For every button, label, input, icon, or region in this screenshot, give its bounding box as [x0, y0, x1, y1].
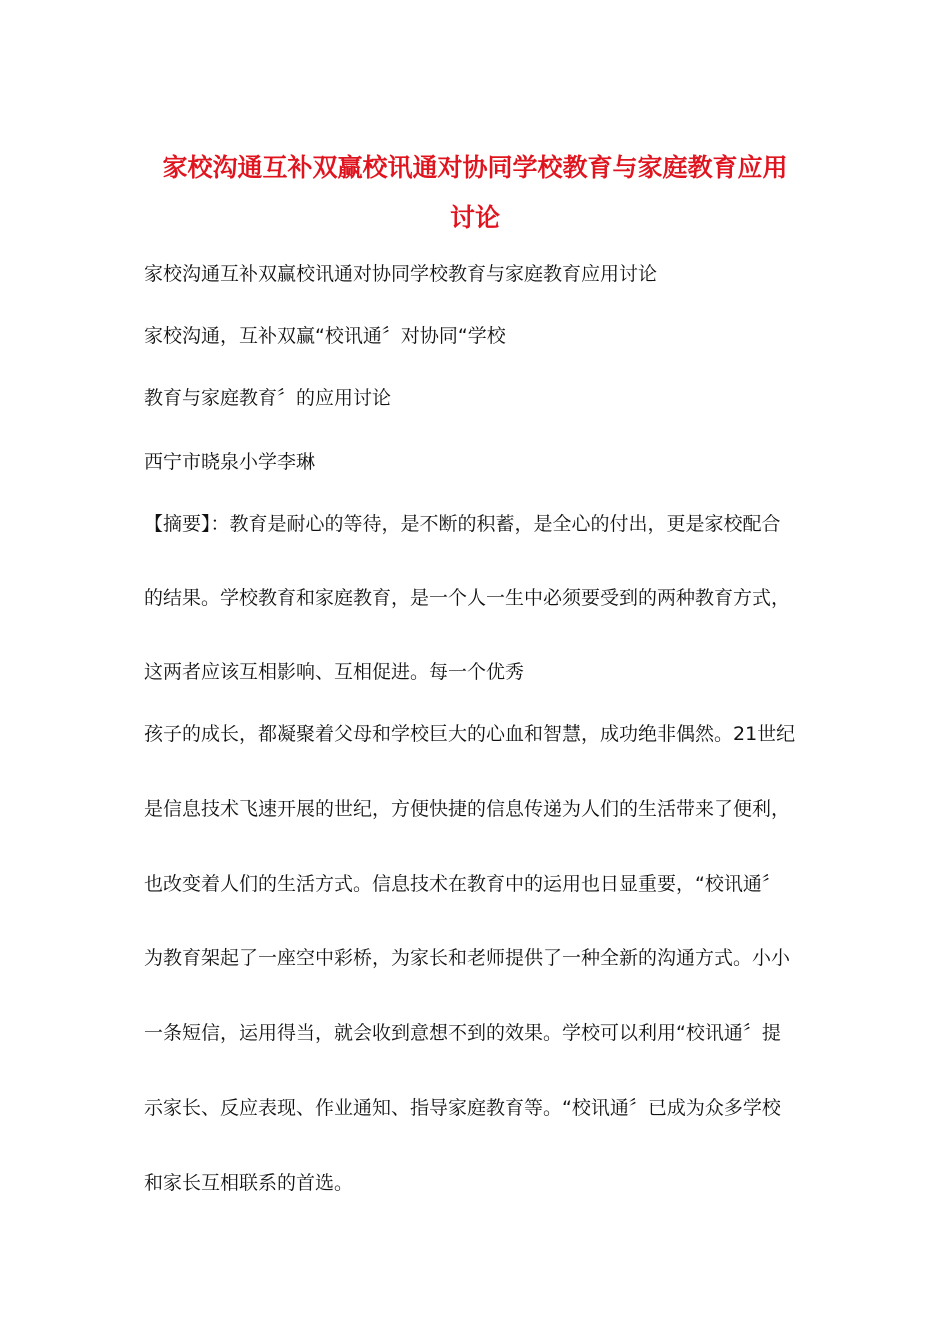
- document-title-line-2: 讨论: [449, 203, 500, 232]
- heading-line-2: 教育与家庭教育〞的应用讨论: [144, 387, 392, 409]
- heading-line-1: 家校沟通，互补双赢“校讯通〞对协同“学校: [144, 325, 506, 347]
- body-line: 是信息技术飞速开展的世纪，方便快捷的信息传递为人们的生活带来了便利，: [144, 798, 791, 820]
- subtitle-line: 家校沟通互补双赢校讯通对协同学校教育与家庭教育应用讨论: [144, 263, 658, 285]
- body-line: 这两者应该互相影响、互相促进。每一个优秀: [144, 661, 525, 683]
- body-line: 也改变着人们的生活方式。信息技术在教育中的运用也日显重要，“校讯通〞: [144, 873, 781, 895]
- author-line: 西宁市晓泉小学李琳: [144, 451, 316, 473]
- body-line: 的结果。学校教育和家庭教育，是一个人一生中必须要受到的两种教育方式，: [144, 587, 791, 609]
- document-title-line-1: 家校沟通互补双赢校讯通对协同学校教育与家庭教育应用: [162, 153, 788, 182]
- body-line: 和家长互相联系的首选。: [144, 1172, 354, 1194]
- abstract-line: 【摘要】：教育是耐心的等待，是不断的积蓄，是全心的付出，更是家校配合: [144, 513, 781, 535]
- body-line: 示家长、反应表现、作业通知、指导家庭教育等。“校讯通〞已成为众多学校: [144, 1097, 781, 1119]
- body-line: 孩子的成长，都凝聚着父母和学校巨大的心血和智慧，成功绝非偶然。21世纪: [144, 723, 796, 745]
- body-line: 为教育架起了一座空中彩桥，为家长和老师提供了一种全新的沟通方式。小小: [144, 947, 791, 969]
- body-line: 一条短信，运用得当，就会收到意想不到的效果。学校可以利用“校讯通〞提: [144, 1022, 781, 1044]
